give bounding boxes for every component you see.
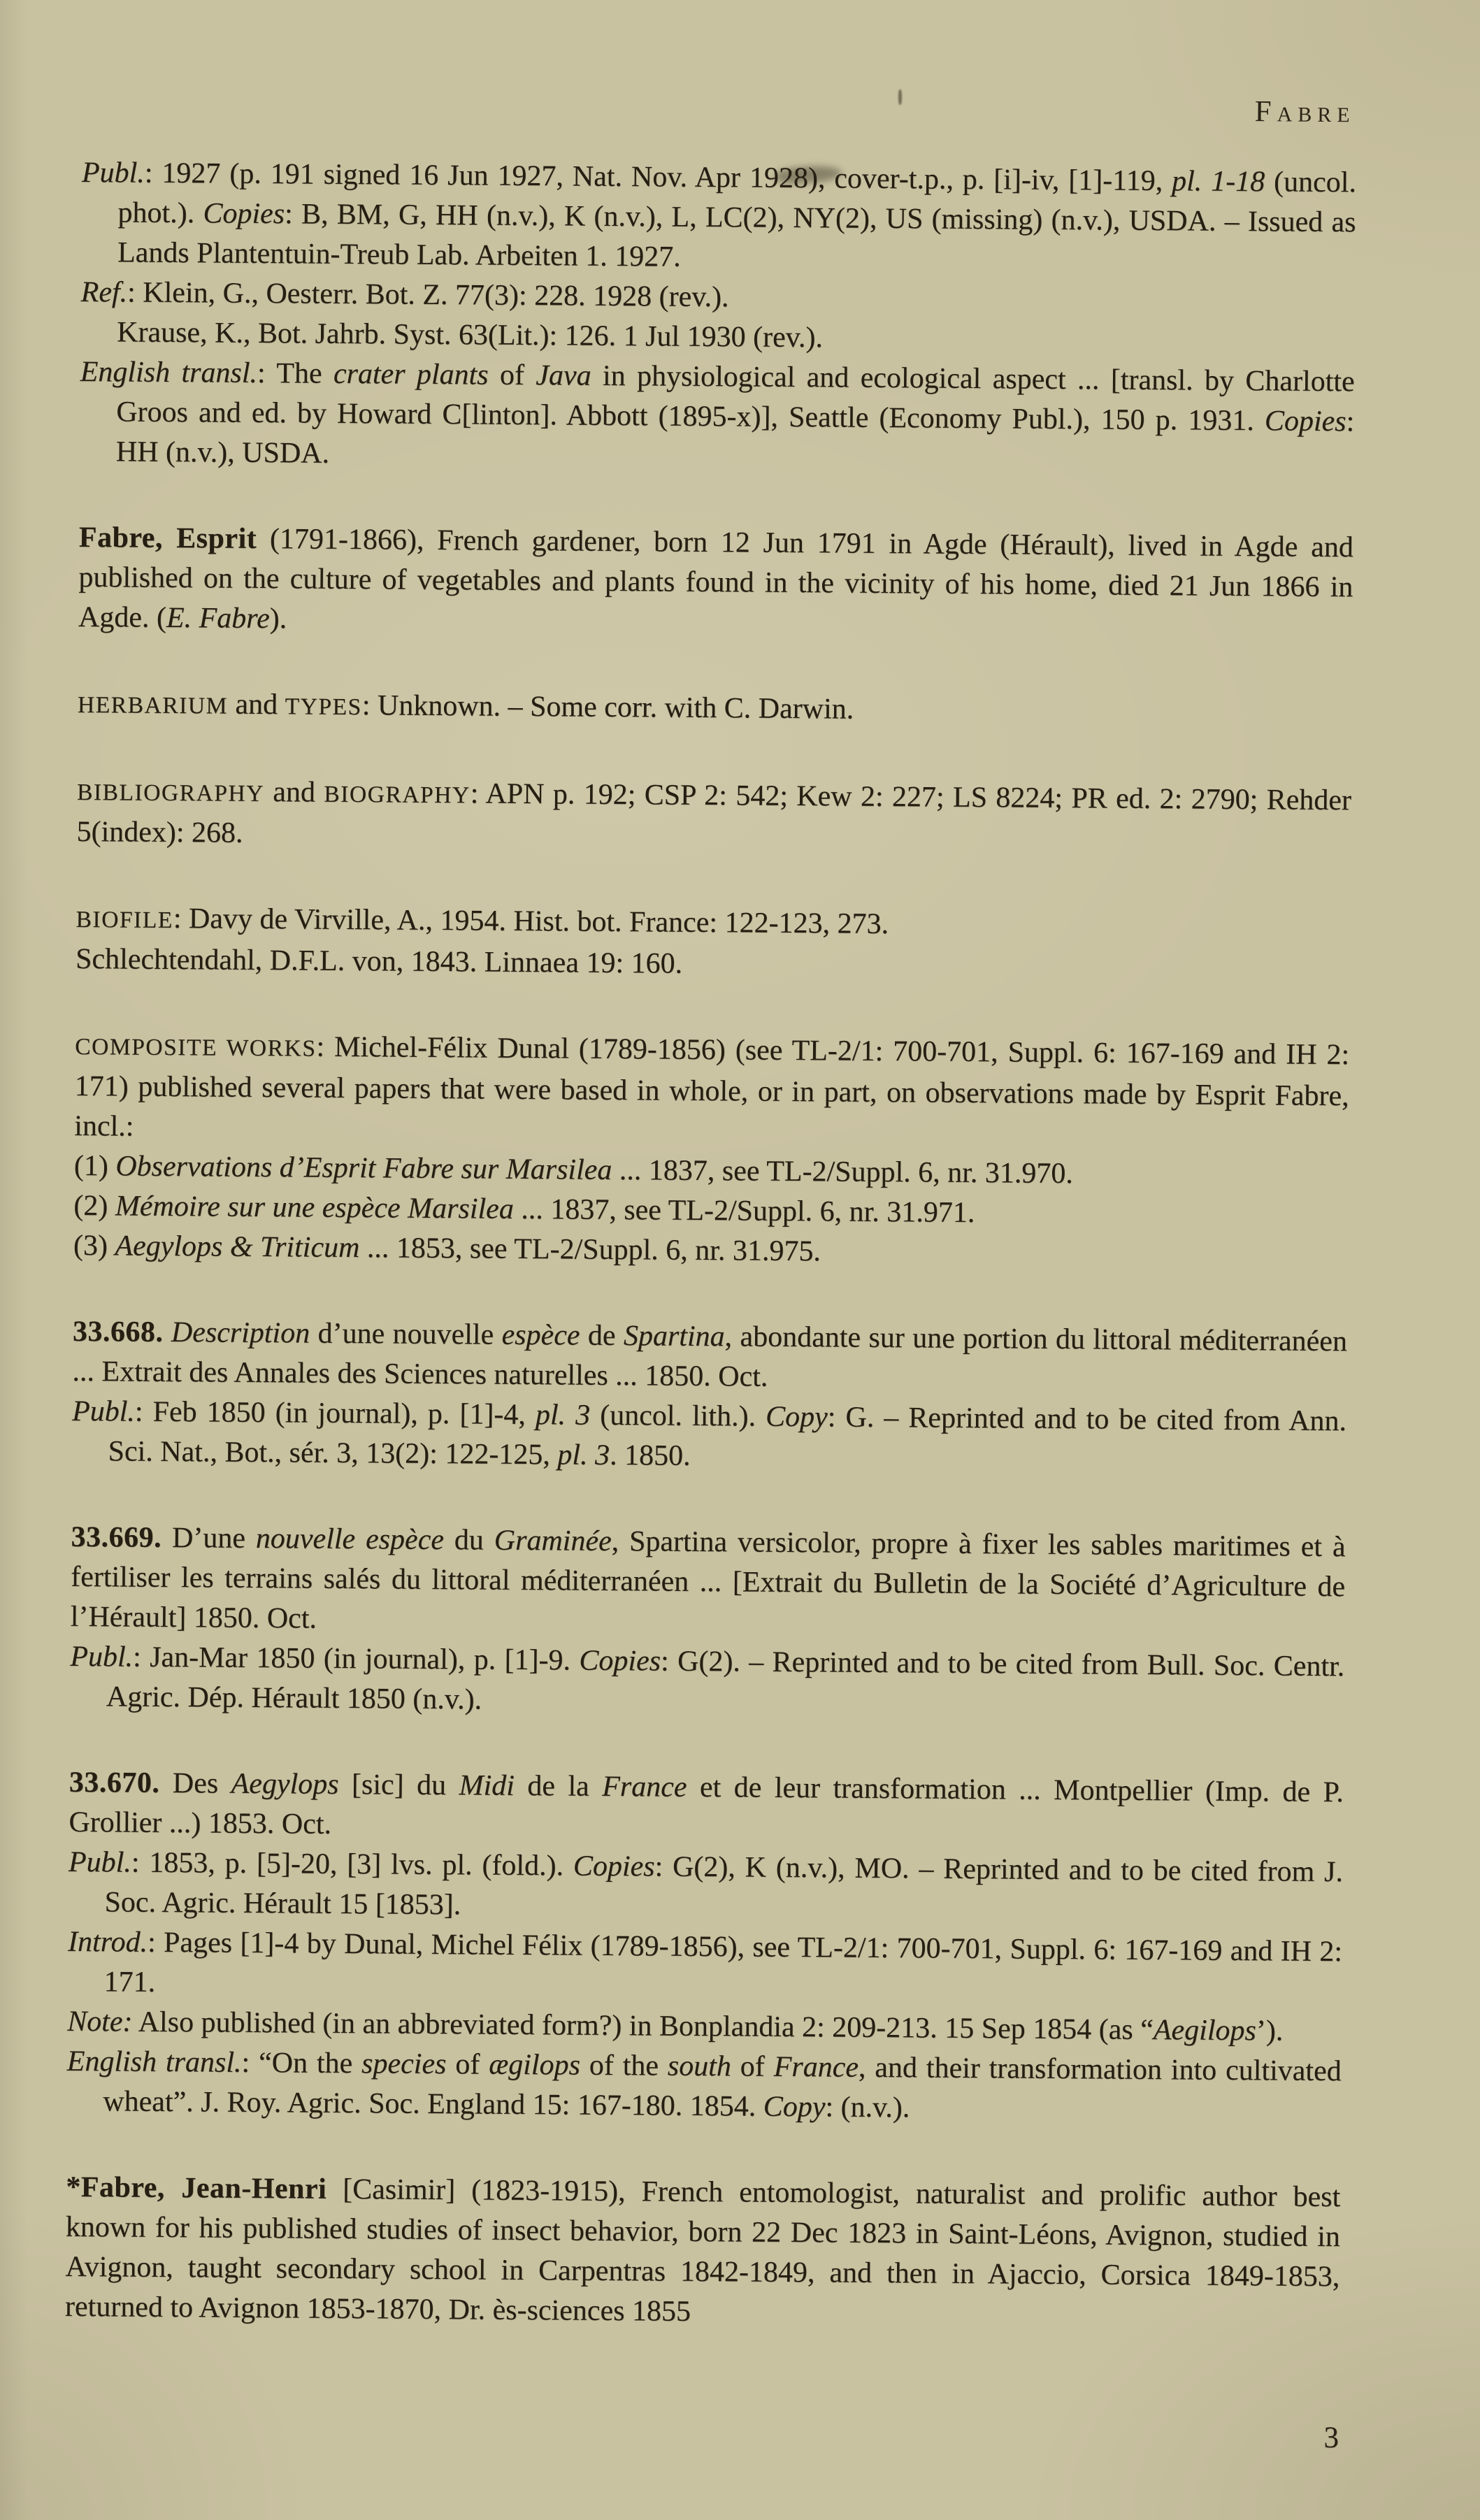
- bold-run: Fabre, Esprit: [78, 521, 257, 555]
- text-run: Des: [159, 1766, 231, 1800]
- treub-publ: [81, 153, 1356, 282]
- smallcaps-run: TYPES: [285, 693, 362, 721]
- text-run: of: [488, 359, 536, 392]
- text-run: (uncol. phot.).: [117, 166, 1357, 230]
- entry-33670-publ: [68, 1843, 1343, 1932]
- text-run: : Unknown. – Some corr. with C. Darwin.: [361, 689, 854, 726]
- fabre-jean-henri-entry: [65, 2168, 1341, 2337]
- entry-33669-publ: [70, 1637, 1345, 1727]
- bold-run: 33.669.: [71, 1520, 162, 1554]
- text-run: : The: [257, 357, 334, 390]
- text-run: : G(2). – Reprinted and to be cited from Bull. Soc. Centr. Agric. Dép. Hérault 1850 (n.v.).: [106, 1645, 1345, 1716]
- text-run: , Spartina versicolor, propre à fixer les sables maritimes et à fertiliser les terrains salés du littoral méditerranéen ... [Extrait du Bulletin de la Société d’Agriculture de l’Hérault] 1850. Oct.: [70, 1525, 1346, 1635]
- bibliography-biography: [76, 771, 1351, 862]
- text-run: of: [446, 2048, 489, 2081]
- italic-run: ægilops: [489, 2048, 581, 2082]
- herbarium-types: [78, 684, 1352, 735]
- fabre-esprit-entry: [78, 518, 1353, 647]
- text-run: (3): [73, 1229, 115, 1262]
- italic-run: Aegilops: [1153, 2014, 1257, 2047]
- italic-run: Description: [171, 1316, 310, 1350]
- italic-run: Java: [536, 359, 591, 392]
- entry-33670-english-transl: [66, 2042, 1342, 2131]
- text-run: ... 1837, see TL-2/Suppl. 6, nr. 31.970.: [612, 1153, 1074, 1190]
- italic-run: Publ.: [71, 1395, 136, 1428]
- italic-run: nouvelle espèce: [255, 1522, 445, 1557]
- text-run: d’une nouvelle: [309, 1317, 502, 1351]
- smallcaps-run: BIOGRAPHY: [324, 781, 470, 809]
- italic-run: Publ.: [70, 1640, 134, 1673]
- italic-run: E. Fabre: [166, 601, 270, 635]
- text-run: in physiological and ecological aspect ... [transl. by Charlotte Groos and ed. by Howard C[linton]. Abbott (1895-x)], Seattle (Economy Publ.), 150 p. 1931.: [116, 359, 1355, 438]
- composite-works: [74, 1025, 1349, 1156]
- text-run: : Pages [1]-4 by Dunal, Michel Félix (1789-1856), see TL-2/1: 700-701, Suppl. 6: 167-169 and IH 2: 171.: [103, 1926, 1343, 1999]
- text-run: [Casimir] (1823-1915), French entomologist, naturalist and prolific author best known for his published studies of insect behavior, born 22 Dec 1823 in Saint-Léons, Avignon, studied in Avignon, taught secondary school in Carpentras 1842-1849, and then in Ajaccio, Corsica 1849-1853, returned to Avignon 1853-1870, Dr. ès-sciences 1855: [64, 2173, 1341, 2328]
- smallcaps-run: COMPOSITE WORKS: [75, 1033, 317, 1062]
- text-run: ... 1853, see TL-2/Suppl. 6, nr. 31.975.: [359, 1232, 821, 1268]
- italic-run: English transl.: [80, 355, 258, 389]
- italic-run: Observations d’Esprit Fabre sur Marsilea: [115, 1150, 612, 1186]
- text-run: : G(2), K (n.v.), MO. – Reprinted and to be cited from J. Soc. Agric. Hérault 15 [1853].: [104, 1850, 1344, 1922]
- text-run: Schlechtendahl, D.F.L. von, 1843. Linnaea 19: 160.: [75, 942, 683, 980]
- italic-run: crater plants: [333, 357, 489, 391]
- smallcaps-run: HERBARIUM: [77, 691, 229, 719]
- text-run: [sic] du: [338, 1768, 459, 1802]
- italic-run: Mémoire sur une espèce Marsilea: [115, 1190, 514, 1225]
- italic-run: Midi: [459, 1769, 515, 1802]
- italic-run: Copies: [1264, 405, 1346, 438]
- italic-run: species: [361, 2047, 447, 2081]
- italic-run: Spartina: [623, 1320, 725, 1353]
- bold-run: *Fabre, Jean-Henri: [66, 2170, 327, 2205]
- text-run: : 1853, p. [5]-20, [3] lvs. pl. (fold.).: [131, 1846, 574, 1882]
- text-run: D’une: [161, 1521, 257, 1555]
- running-head: Fabre: [1254, 95, 1356, 129]
- italic-run: pl. 3: [535, 1399, 591, 1432]
- italic-run: Aegylops & Triticum: [115, 1230, 360, 1265]
- text-run: , abondante sur une portion du littoral méditerranéen ... Extrait des Annales des Sciences naturelles ... 1850. Oct.: [72, 1320, 1348, 1393]
- text-run: : 1927 (p. 191 signed 16 Jun 1927, Nat. Nov. Apr 1928), cover-t.p., p. [i]-iv, [1]-119,: [144, 157, 1172, 198]
- italic-run: Copies: [579, 1644, 661, 1678]
- text-run: of the: [580, 2049, 668, 2082]
- treub-english-transl: [80, 352, 1355, 482]
- entry-33668-title: [72, 1312, 1347, 1402]
- text-run: : Feb 1850 (in journal), p. [1]-4,: [134, 1395, 536, 1432]
- italic-run: pl. 1-18: [1171, 165, 1265, 199]
- smallcaps-run: BIOFILE: [76, 906, 173, 934]
- text-run: , and their transformation into cultivated wheat”. J. Roy. Agric. Soc. England 15: 167-180. 1854.: [103, 2051, 1342, 2123]
- text-run: : (n.v.).: [825, 2091, 910, 2124]
- italic-run: Ref.: [80, 275, 128, 309]
- italic-run: Publ.: [68, 1845, 132, 1879]
- page-text-block: [65, 82, 1357, 2337]
- italic-run: Copies: [203, 197, 285, 231]
- smallcaps-run: BIBLIOGRAPHY: [76, 779, 265, 807]
- text-run: et de leur transformation ... Montpellier (Imp. de P. Grollier ...) 1853. Oct.: [69, 1771, 1344, 1841]
- text-run: ).: [269, 603, 287, 635]
- italic-run: Introd.: [67, 1925, 148, 1959]
- italic-run: Publ.: [81, 156, 145, 189]
- text-run: : G. – Reprinted and to be cited from Ann. Sci. Nat., Bot., sér. 3, 13(2): 122-125,: [108, 1401, 1347, 1471]
- entry-33669-title: [71, 1518, 1346, 1647]
- page-number: 3: [1323, 2421, 1339, 2454]
- text-run: : Michel-Félix Dunal (1789-1856) (see TL-2/1: 700-701, Suppl. 6: 167-169 and IH 2: 171) published several papers that were based in whole, or in part, on observations made by Esprit Fabre, incl.:: [74, 1030, 1350, 1143]
- italic-run: France: [773, 2050, 859, 2084]
- entry-33670-title: [69, 1763, 1344, 1852]
- text-run: du: [443, 1524, 494, 1557]
- text-run: : Davy de Virville, A., 1954. Hist. bot. France: 122-123, 273.: [173, 902, 889, 941]
- italic-run: Graminée: [494, 1524, 612, 1558]
- text-run: : Jan-Mar 1850 (in journal), p. [1]-9.: [132, 1641, 580, 1677]
- italic-run: espèce: [501, 1318, 580, 1352]
- text-run: . 1850.: [609, 1439, 691, 1472]
- bold-run: 33.670.: [69, 1766, 160, 1799]
- italic-run: Copy: [765, 1400, 828, 1434]
- italic-run: Aegylops: [231, 1767, 339, 1801]
- text-run: (1): [73, 1149, 116, 1183]
- text-run: and: [264, 776, 324, 809]
- italic-run: pl. 3: [557, 1439, 610, 1471]
- italic-run: Copies: [573, 1850, 655, 1883]
- text-run: Also published (in an abbreviated form?) in Bonplandia 2: 209-213. 15 Sep 1854 (as “: [132, 2006, 1154, 2047]
- page-text: [65, 153, 1356, 2337]
- text-run: : “On the: [241, 2046, 362, 2080]
- bold-run: 33.668.: [72, 1315, 164, 1348]
- italic-run: Copy: [763, 2090, 826, 2124]
- text-run: (2): [73, 1189, 116, 1223]
- text-run: de la: [514, 1769, 603, 1803]
- text-run: and: [227, 688, 285, 721]
- entry-33670-introd: [67, 1922, 1342, 2012]
- italic-run: south: [667, 2050, 732, 2083]
- italic-run: English transl.: [66, 2045, 242, 2079]
- text-run: (uncol. lith.).: [589, 1399, 766, 1433]
- text-run: Krause, K., Bot. Jahrb. Syst. 63(Lit.): 126. 1 Jul 1930 (rev.).: [117, 316, 824, 354]
- text-run: : HH (n.v.), USDA.: [115, 405, 1355, 470]
- italic-run: Note:: [67, 2005, 133, 2038]
- text-run: : Klein, G., Oesterr. Bot. Z. 77(3): 228. 1928 (rev.).: [127, 276, 729, 314]
- text-run: (1791-1866), French gardener, born 12 Jun 1791 in Agde (Hérault), lived in Agde and published on the culture of vegetables and plants found in the vicinity of his home, died 21 Jun 1866 in Agde. (: [78, 522, 1353, 634]
- text-run: : B, BM, G, HH (n.v.), K (n.v.), L, LC(2), NY(2), US (missing) (n.v.), USDA. – Issued as Lands Plantentuin-Treub Lab. Arbeiten 1. 1927.: [117, 198, 1356, 273]
- text-run: : APN p. 192; CSP 2: 542; Kew 2: 227; LS 8224; PR ed. 2: 2790; Rehder 5(index): 268.: [76, 777, 1352, 849]
- text-run: ’).: [1256, 2015, 1284, 2047]
- italic-run: France: [602, 1770, 687, 1803]
- text-run: of: [731, 2050, 774, 2083]
- text-run: [163, 1316, 171, 1348]
- text-run: de: [580, 1319, 624, 1353]
- text-run: ... 1837, see TL-2/Suppl. 6, nr. 31.971.: [513, 1193, 975, 1230]
- entry-33668-publ: [71, 1392, 1346, 1481]
